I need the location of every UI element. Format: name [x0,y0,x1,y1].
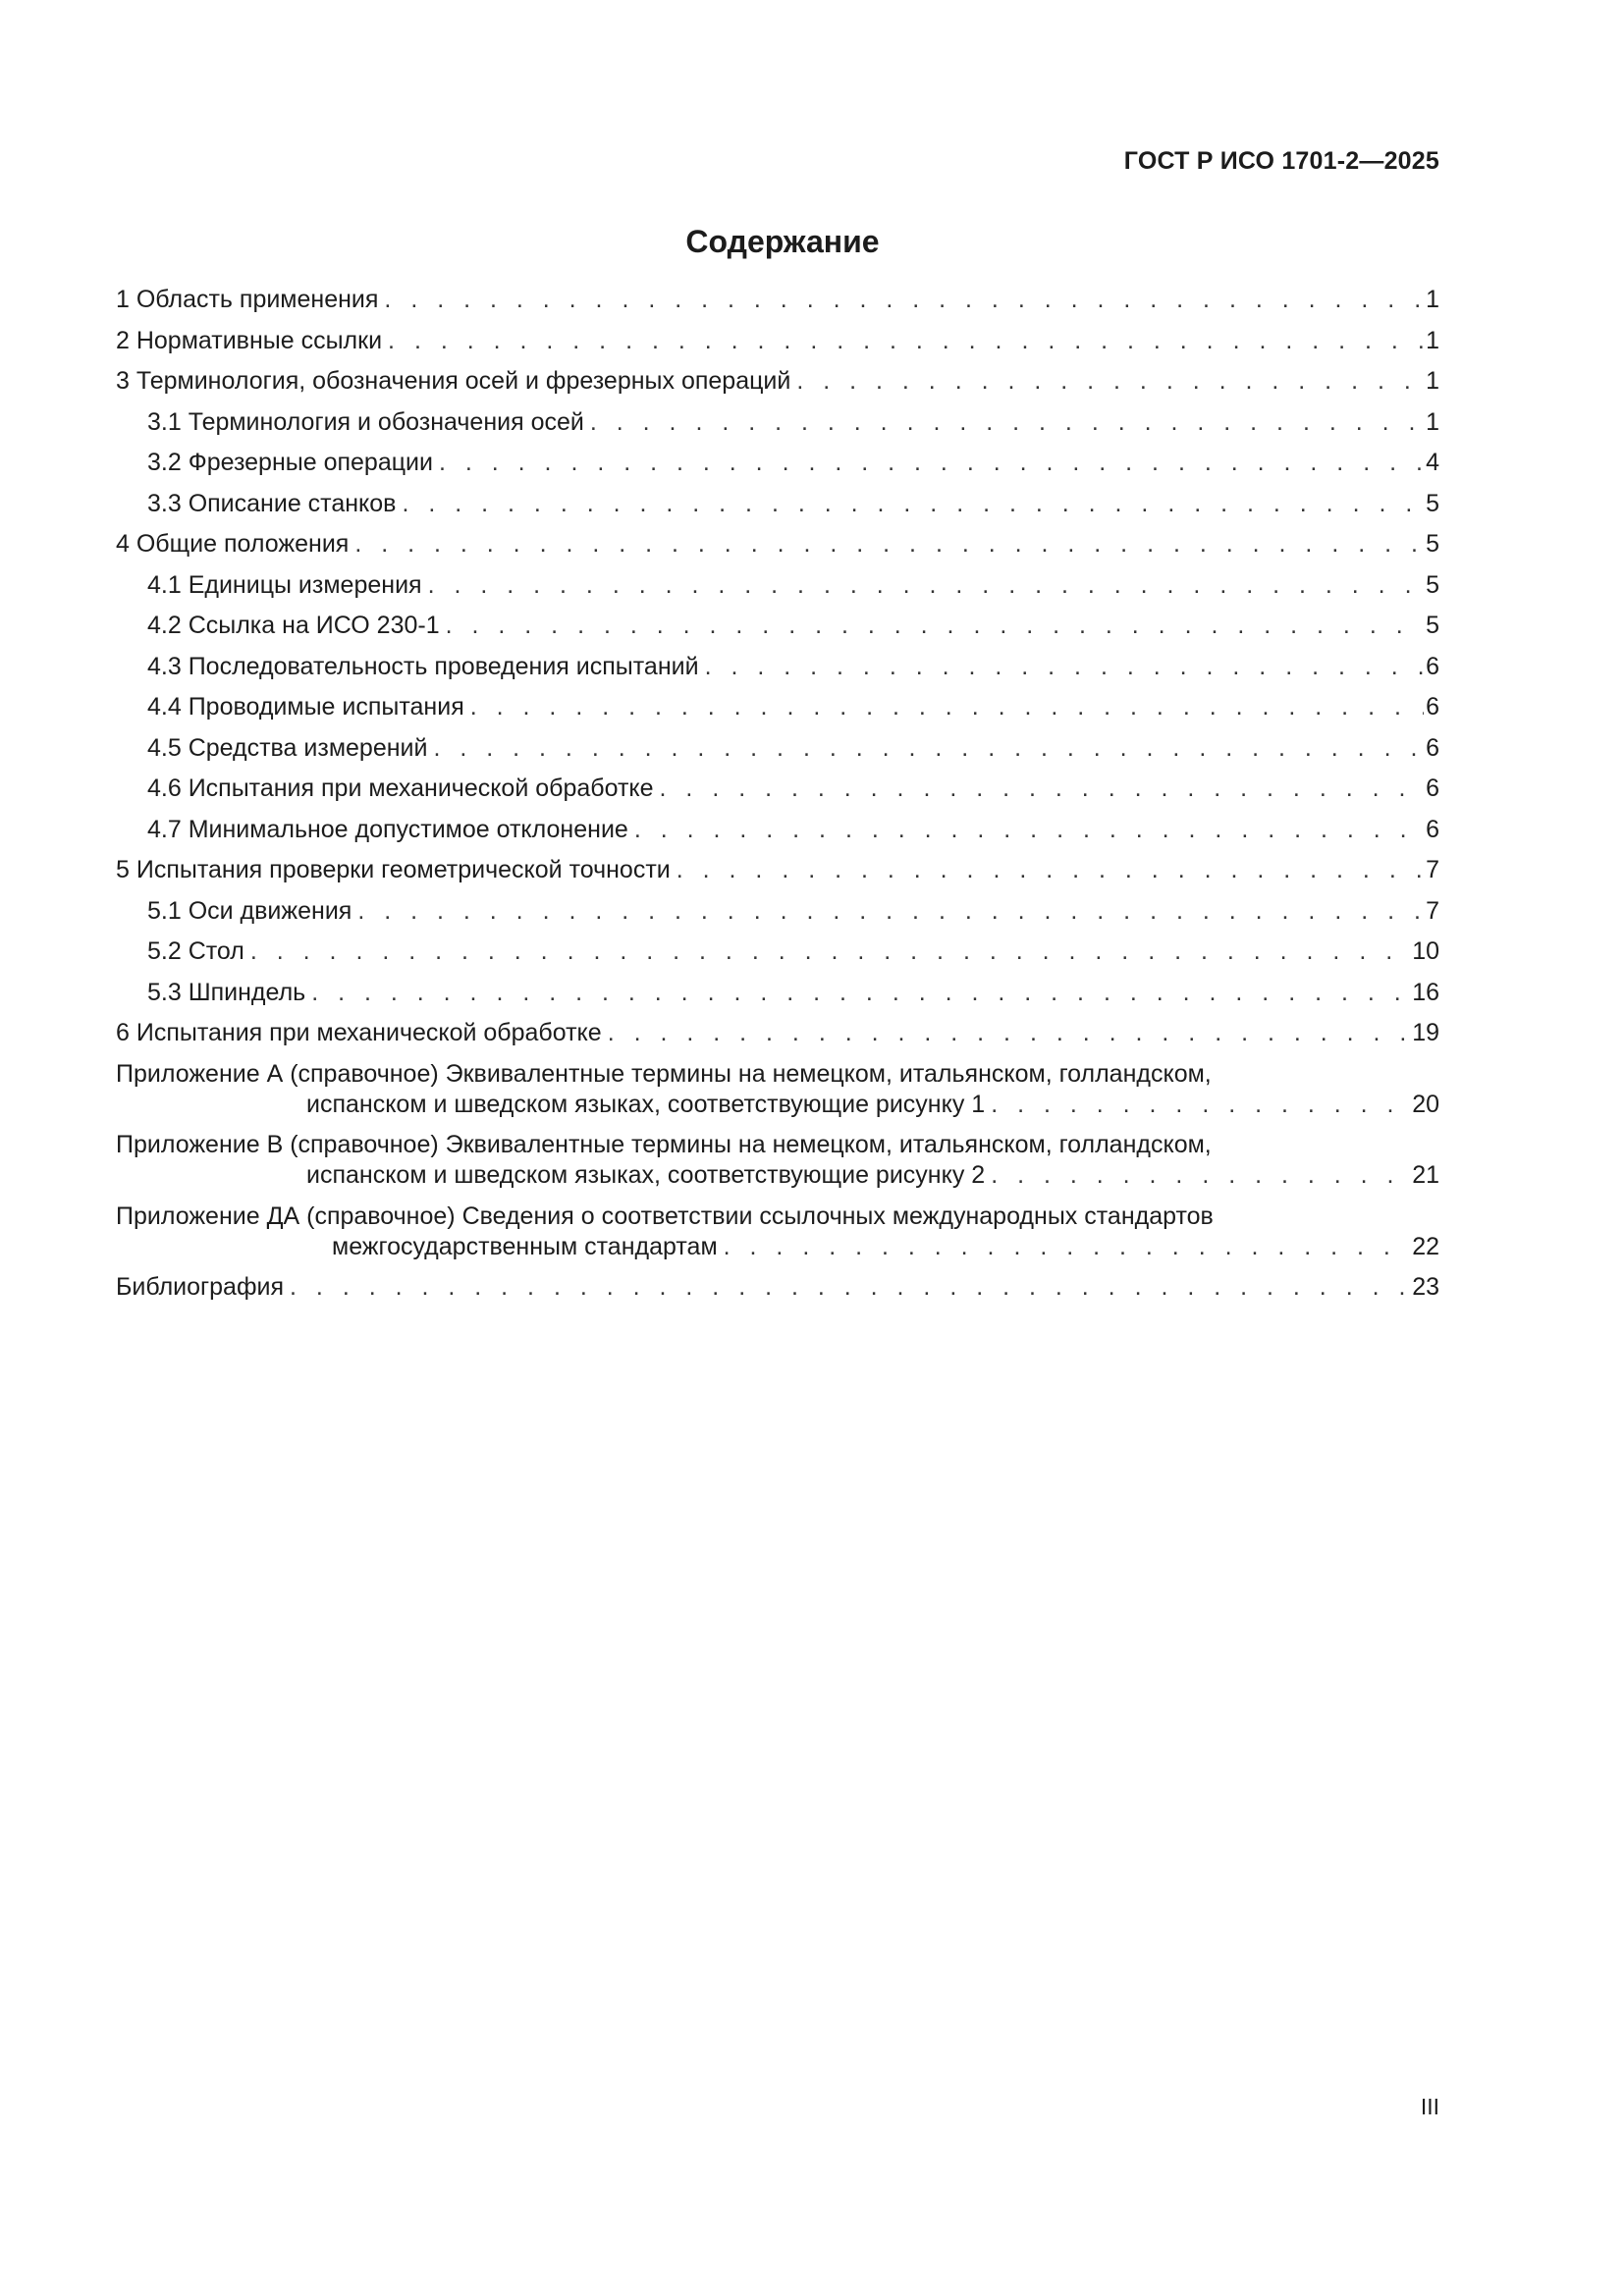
toc-appendix-da[interactable] [116,1201,1439,1262]
toc-subentry[interactable] [116,692,1439,722]
toc-leader-dots [290,1272,1410,1303]
toc-entry-label: 4.3 Последовательность проведения испытаний [147,652,699,680]
toc-entry-page: 7 [1426,856,1439,883]
toc-subentry[interactable] [116,448,1439,478]
toc-entry-label: 4.2 Ссылка на ИСО 230-1 [147,612,440,639]
toc-leader-dots [357,896,1424,927]
toc-entry-page: 5 [1426,612,1439,639]
toc-entry-page: 16 [1412,978,1439,1006]
toc-entry-page: 1 [1426,367,1439,395]
toc-subentry[interactable] [116,774,1439,804]
toc-entry-label: 6 Испытания при механической обработке [116,1019,602,1046]
toc-leader-dots [433,733,1424,764]
toc-entry-label: 5.2 Стол [147,937,244,965]
toc-leader-dots [660,774,1425,804]
toc-entry-page: 6 [1426,652,1439,680]
toc-entry[interactable] [116,366,1439,397]
toc-leader-dots [991,1090,1410,1120]
toc-entry-label: 1 Область применения [116,286,379,313]
toc-entry-page: 10 [1412,937,1439,965]
toc-entry-label: 3.1 Терминология и обозначения осей [147,407,584,436]
toc-subentry[interactable] [116,570,1439,601]
toc-subentry[interactable] [116,936,1439,967]
toc-entry[interactable] [116,1018,1439,1048]
toc-entry-page: 6 [1426,774,1439,802]
toc-appendix-a[interactable] [116,1059,1439,1120]
toc-entry[interactable] [116,326,1439,356]
toc-subentry[interactable] [116,815,1439,845]
toc-leader-dots [311,978,1410,1008]
toc-entry-page: 5 [1426,530,1439,558]
toc-leader-dots [705,652,1425,682]
toc-entry-page: 23 [1412,1273,1439,1301]
toc-entry-bibliography[interactable] [116,1272,1439,1303]
toc-leader-dots [470,692,1424,722]
toc-entry-label: испанском и шведском языках, соответствующие рисунку 2 [306,1161,986,1189]
toc-entry-label: 5.3 Шпиндель [147,978,306,1006]
toc-leader-dots [388,326,1424,356]
toc-appendix-line1: Приложение В (справочное) Эквивалентные термины на немецком, итальянском, голландском, [116,1131,1212,1158]
toc-subentry[interactable] [116,896,1439,927]
toc-entry-page: 6 [1426,693,1439,721]
toc-entry-label: 3 Терминология, обозначения осей и фрезерных операций [116,367,791,395]
toc-subentry[interactable] [116,733,1439,764]
toc-leader-dots [608,1018,1411,1048]
toc-appendix-b[interactable] [116,1130,1439,1191]
toc-entry[interactable] [116,285,1439,315]
toc-entry-page: 1 [1426,407,1439,436]
toc-leader-dots [439,448,1424,478]
toc-subentry[interactable] [116,611,1439,641]
toc-entry-label: 3.2 Фрезерные операции [147,449,433,476]
toc-leader-dots [428,570,1425,601]
toc-entry-page: 19 [1412,1019,1439,1046]
toc-appendix-line2-row [116,1160,1439,1191]
toc-entry-label: 5 Испытания проверки геометрической точности [116,856,671,883]
toc-appendix-line2-row [116,1232,1439,1262]
toc-entry-label: 4.4 Проводимые испытания [147,693,464,721]
toc-entry-label: испанском и шведском языках, соответствующие рисунку 1 [306,1090,986,1118]
toc-entry-page: 1 [1426,326,1439,354]
toc-entry-page: 5 [1426,570,1439,599]
toc-leader-dots [384,285,1424,315]
toc-entry-page: 6 [1426,815,1439,843]
toc-leader-dots [724,1232,1411,1262]
page-number: III [1420,2094,1439,2119]
toc-leader-dots [354,529,1424,560]
toc-leader-dots [677,855,1424,885]
toc-entry-page: 22 [1412,1232,1439,1260]
toc-subentry[interactable] [116,489,1439,519]
toc-entry[interactable] [116,855,1439,885]
toc-entry-label: 4.1 Единицы измерения [147,570,422,599]
toc-leader-dots [250,936,1410,967]
toc-entry-label: 4.7 Минимальное допустимое отклонение [147,815,628,843]
toc-entry-label: 4.5 Средства измерений [147,733,428,762]
toc-leader-dots [590,407,1424,438]
toc-leader-dots [402,489,1424,519]
toc-entry-label: Библиография [116,1273,285,1301]
toc-entry-page: 4 [1426,449,1439,476]
toc-entry[interactable] [116,529,1439,560]
document-header: ГОСТ Р ИСО 1701-2—2025 [1123,147,1439,175]
toc-entry-label: 2 Нормативные ссылки [116,326,383,354]
toc-leader-dots [991,1160,1410,1191]
toc-leader-dots [796,366,1424,397]
toc-leader-dots [634,815,1424,845]
toc-entry-label: 3.3 Описание станков [147,489,397,517]
toc-appendix-line2-row [116,1090,1439,1120]
toc-subentry[interactable] [116,652,1439,682]
toc-appendix-line1: Приложение А (справочное) Эквивалентные термины на немецком, итальянском, голландском, [116,1059,1212,1088]
toc-entry-label: межгосударственным стандартам [332,1232,718,1260]
toc-entry-page: 21 [1412,1161,1439,1189]
toc-entry-label: 5.1 Оси движения [147,896,352,925]
toc-subentry[interactable] [116,407,1439,438]
toc-entry-page: 7 [1426,896,1439,925]
toc-entry-page: 20 [1412,1090,1439,1118]
toc-leader-dots [446,611,1424,641]
toc-entry-page: 1 [1426,286,1439,313]
toc-entry-label: 4 Общие положения [116,530,350,558]
toc-entry-page: 5 [1426,489,1439,517]
toc-subentry[interactable] [116,978,1439,1008]
toc-title: Содержание [685,224,880,259]
table-of-contents [116,285,1439,1313]
toc-appendix-line1: Приложение ДА (справочное) Сведения о соответствии ссылочных международных стандартов [116,1201,1214,1230]
toc-entry-label: 4.6 Испытания при механической обработке [147,774,654,802]
toc-entry-page: 6 [1426,733,1439,762]
